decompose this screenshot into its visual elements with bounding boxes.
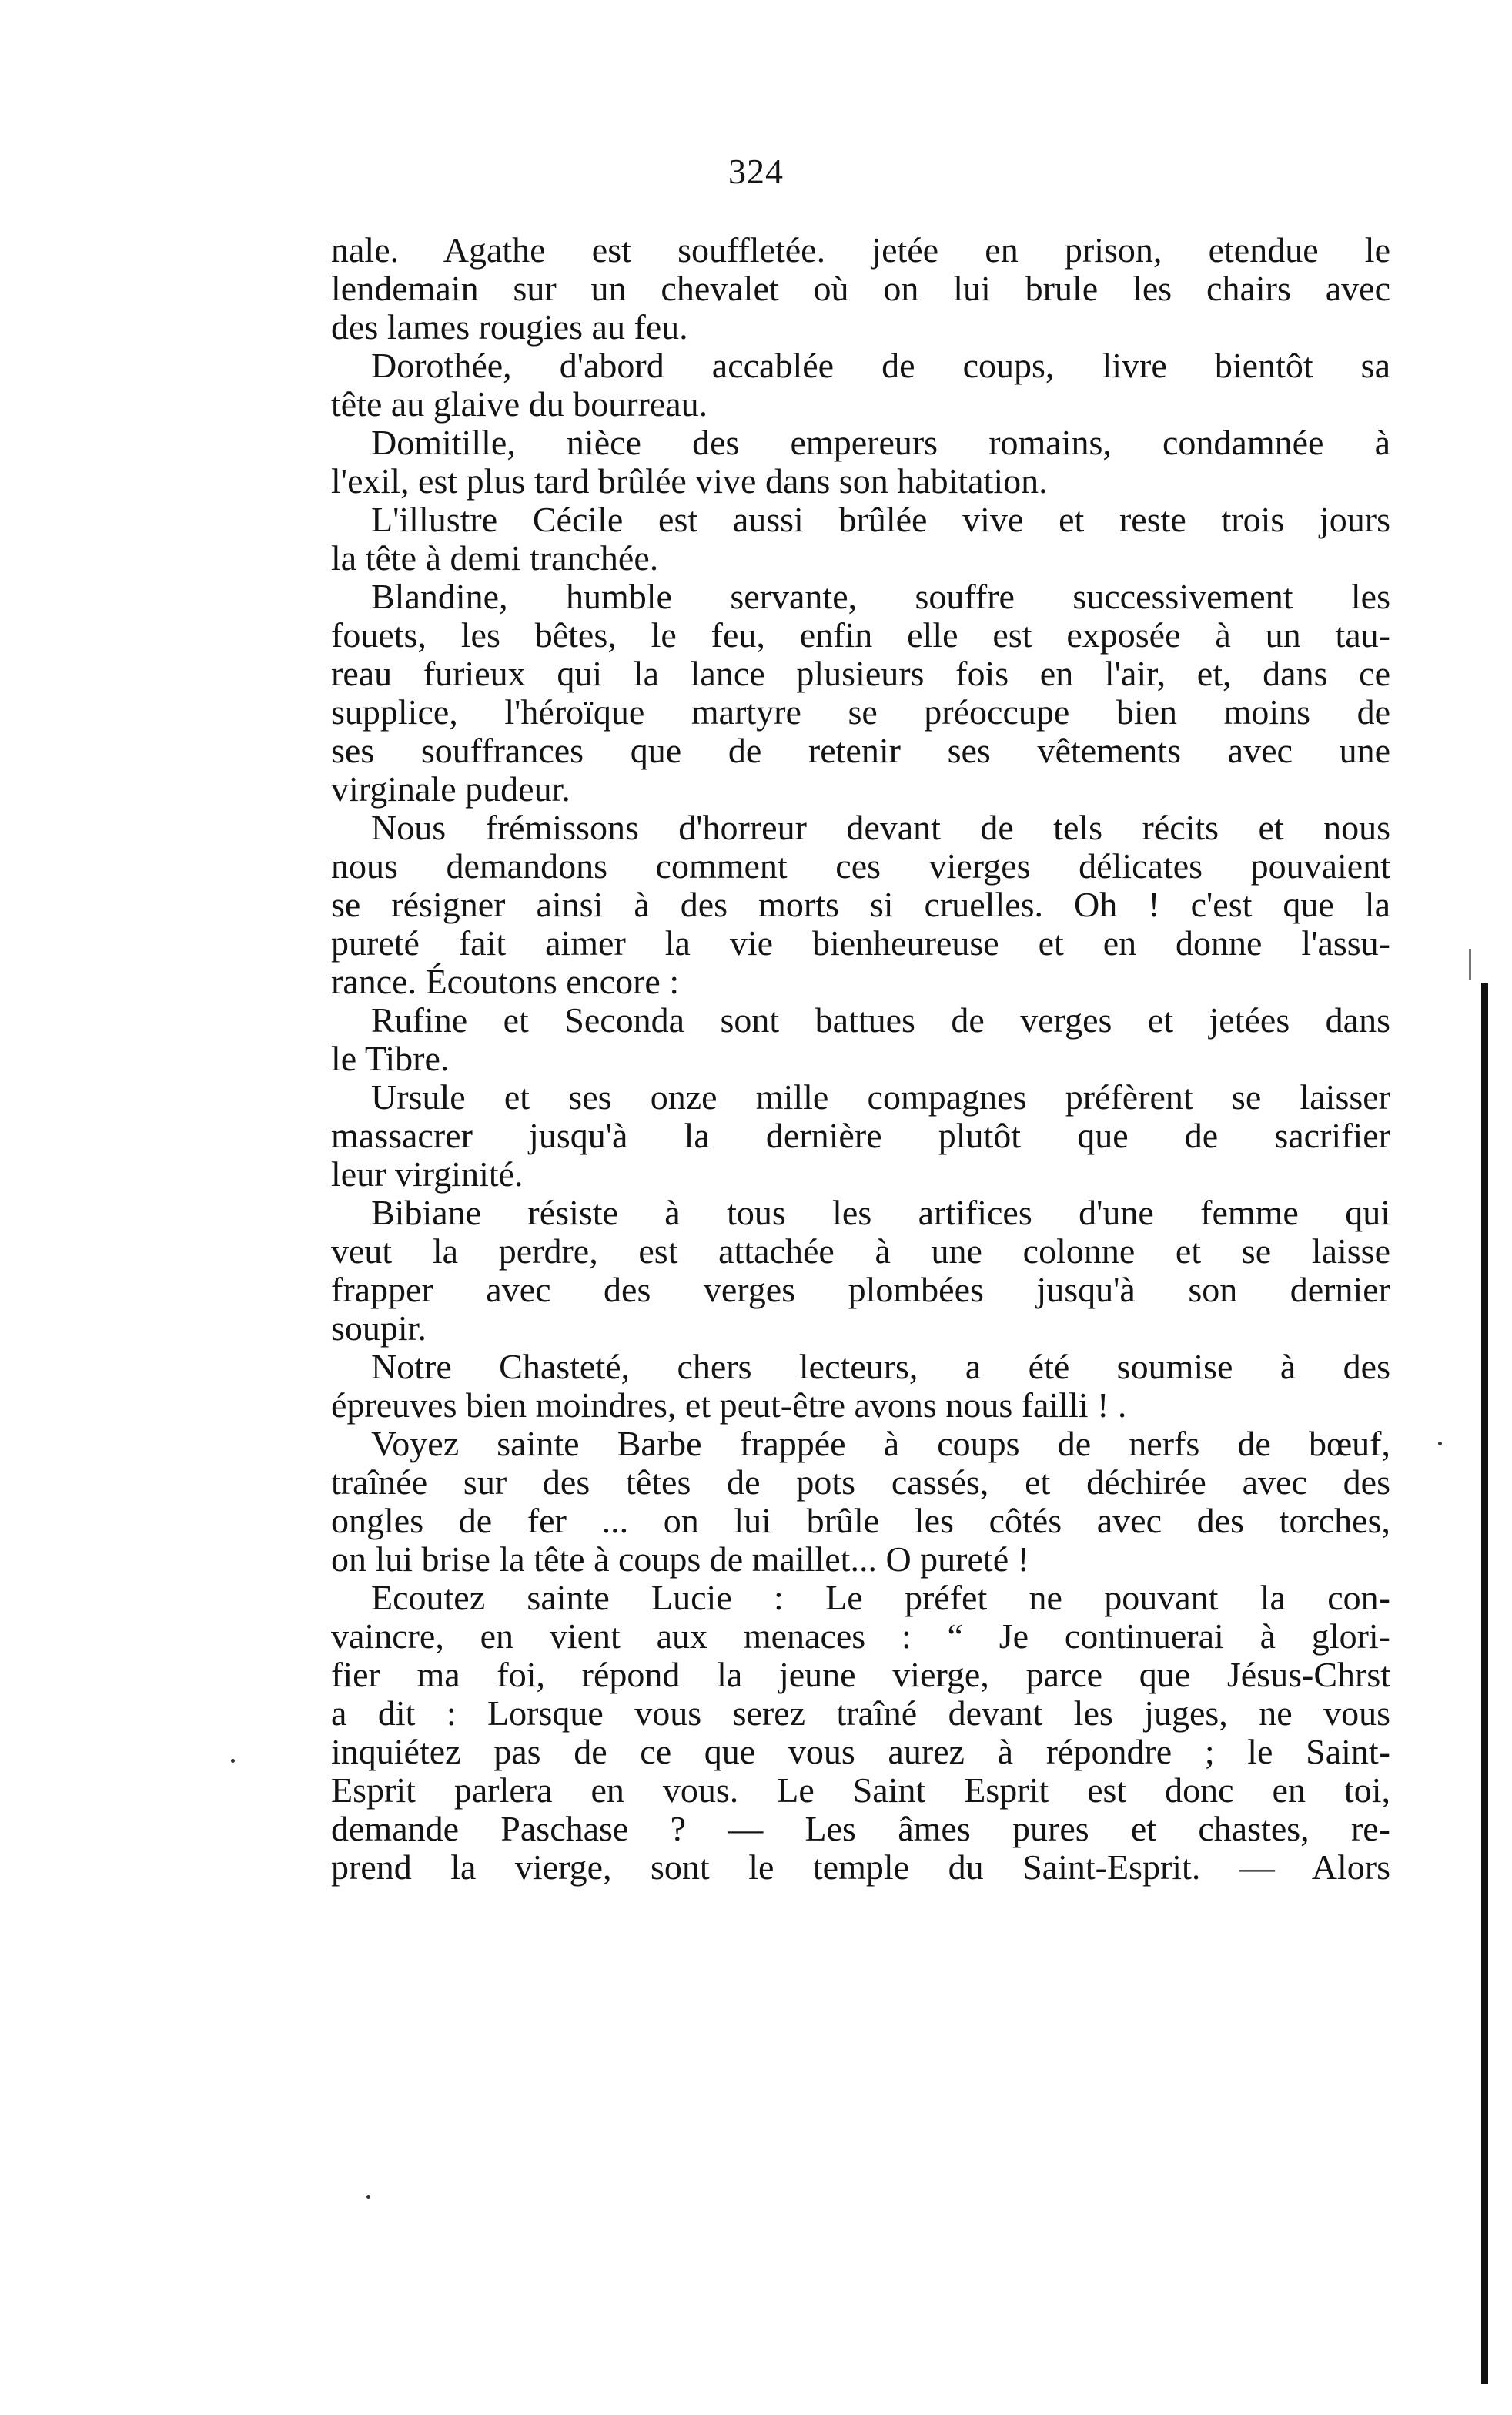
text-line: leur virginité. [331, 1155, 524, 1194]
text-line: épreuves bien moindres, et peut-être avons nous failli ! . [331, 1386, 1127, 1425]
text-line: veut la perdre, est attachée à une colonne et se laisse [331, 1232, 1390, 1271]
text-line: supplice, l'héroïque martyre se préoccupe bien moins de [331, 693, 1390, 732]
text-line: la tête à demi tranchée. [331, 539, 659, 578]
text-line: Notre Chasteté, chers lecteurs, a été soumise à des [371, 1348, 1390, 1386]
text-line: reau furieux qui la lance plusieurs fois en l'air, et, dans ce [331, 655, 1390, 693]
text-line: vaincre, en vient aux menaces : “ Je continuerai à glori- [331, 1617, 1390, 1656]
text-line: tête au glaive du bourreau. [331, 385, 708, 424]
text-line: Nous frémissons d'horreur devant de tels récits et nous [371, 809, 1390, 847]
text-line: Voyez sainte Barbe frappée à coups de nerfs de bœuf, [371, 1425, 1390, 1463]
text-line: l'exil, est plus tard brûlée vive dans son habitation. [331, 462, 1048, 501]
body-text [331, 231, 1390, 1887]
text-line: ses souffrances que de retenir ses vêtements avec une [331, 732, 1390, 770]
text-line: virginale pudeur. [331, 770, 570, 809]
text-line: fouets, les bêtes, le feu, enfin elle est exposée à un tau- [331, 616, 1390, 655]
text-line: lendemain sur un chevalet où on lui brule les chairs avec [331, 270, 1390, 308]
text-line: fier ma foi, répond la jeune vierge, parce que Jésus-Chrst [331, 1656, 1390, 1694]
text-line: Domitille, nièce des empereurs romains, condamnée à [371, 424, 1390, 462]
text-line: Ecoutez sainte Lucie : Le préfet ne pouvant la con- [371, 1579, 1390, 1617]
ink-speck [366, 2195, 370, 2199]
ink-speck [231, 1759, 235, 1763]
text-line: Blandine, humble servante, souffre successivement les [371, 578, 1390, 616]
text-line: Bibiane résiste à tous les artifices d'une femme qui [371, 1194, 1390, 1232]
text-line: a dit : Lorsque vous serez traîné devant les juges, ne vous [331, 1694, 1390, 1733]
text-line: pureté fait aimer la vie bienheureuse et en donne l'assu- [331, 924, 1390, 963]
text-line: L'illustre Cécile est aussi brûlée vive et reste trois jours [371, 501, 1390, 539]
page-edge-mark [1469, 949, 1471, 980]
text-line: inquiétez pas de ce que vous aurez à répondre ; le Saint- [331, 1733, 1390, 1771]
text-line: Esprit parlera en vous. Le Saint Esprit est donc en toi, [331, 1771, 1390, 1810]
text-line: demande Paschase ? — Les âmes pures et chastes, re- [331, 1810, 1390, 1848]
text-line: ongles de fer ... on lui brûle les côtés avec des torches, [331, 1502, 1390, 1540]
text-line: massacrer jusqu'à la dernière plutôt que de sacrifier [331, 1117, 1390, 1155]
text-line: soupir. [331, 1309, 427, 1348]
text-line: des lames rougies au feu. [331, 308, 688, 347]
text-line: rance. Écoutons encore : [331, 963, 680, 1001]
text-line: frapper avec des verges plombées jusqu'à son dernier [331, 1271, 1390, 1309]
text-line: Rufine et Seconda sont battues de verges et jetées dans [371, 1001, 1390, 1040]
text-line: prend la vierge, sont le temple du Saint-Esprit. — Alors [331, 1848, 1390, 1887]
page-number: 324 [728, 152, 784, 191]
text-line: Dorothée, d'abord accablée de coups, livre bientôt sa [371, 347, 1390, 385]
text-line: traînée sur des têtes de pots cassés, et déchirée avec des [331, 1463, 1390, 1502]
text-line: on lui brise la tête à coups de maillet... O pureté ! [331, 1540, 1029, 1579]
text-line: le Tibre. [331, 1040, 450, 1078]
text-line: Ursule et ses onze mille compagnes préfèrent se laisser [371, 1078, 1390, 1117]
text-line: nale. Agathe est souffletée. jetée en prison, etendue le [331, 231, 1390, 270]
ink-speck [1438, 1442, 1442, 1445]
text-line: nous demandons comment ces vierges délicates pouvaient [331, 847, 1390, 886]
page-edge-shadow [1481, 983, 1488, 2384]
text-line: se résigner ainsi à des morts si cruelles. Oh ! c'est que la [331, 886, 1390, 924]
